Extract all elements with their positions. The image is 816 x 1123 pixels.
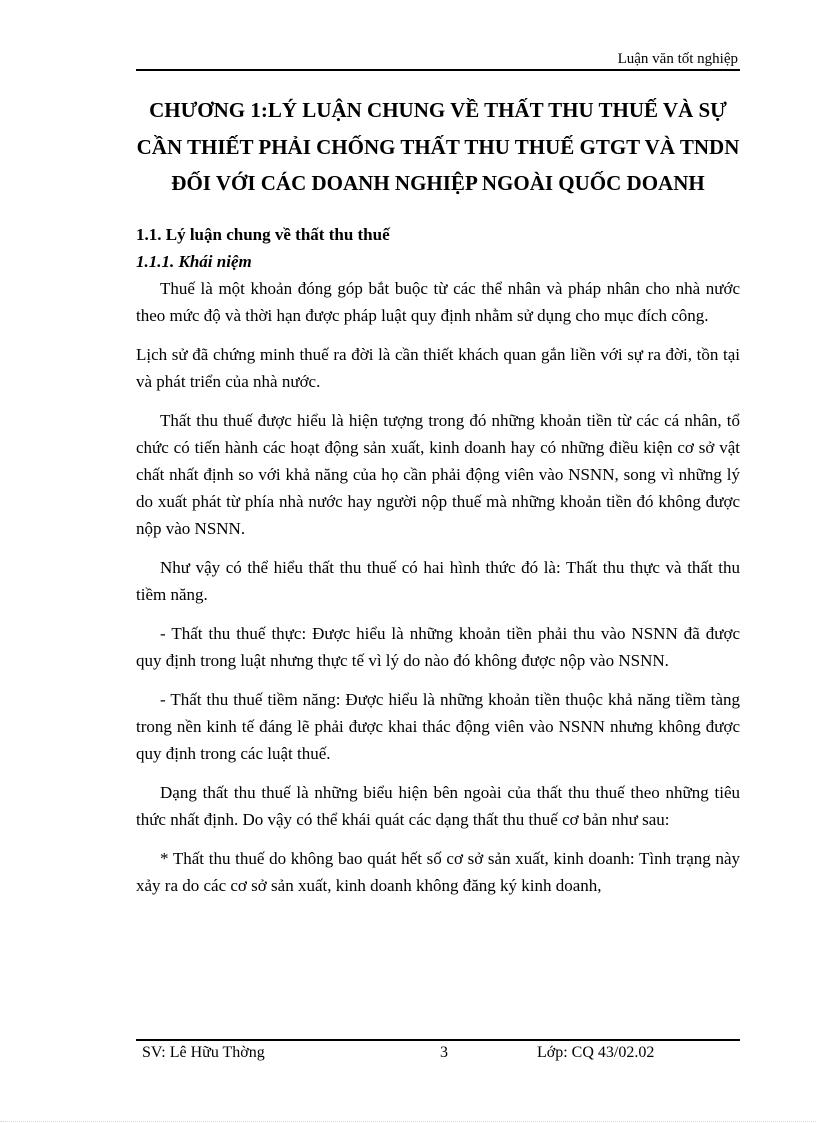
header-rule [136,69,740,71]
footer-author: SV: Lê Hữu Thờng [142,1044,265,1061]
paragraph: * Thất thu thuế do không bao quát hết số cơ sở sản xuất, kinh doanh: Tình trạng này xảy ra do các cơ sở sản xuất, kinh doanh không đăng ký kinh doanh, [136,849,740,895]
paragraph: - Thất thu thuế tiềm năng: Được hiểu là những khoản tiền thuộc khả năng tiềm tàng trong nền kinh tế đáng lẽ phải được khai thác động viên vào NSNN nhưng không được quy định trong các luật thuế. [136,690,740,763]
paragraph: Thuế là một khoản đóng góp bắt buộc từ các thể nhân và pháp nhân cho nhà nước theo mức độ và thời hạn được pháp luật quy định nhằm sử dụng cho mục đích công. [136,279,740,325]
section-heading: 1.1. Lý luận chung về thất thu thuế [136,225,390,244]
paragraph: Lịch sử đã chứng minh thuế ra đời là cần thiết khách quan gắn liền với sự ra đời, tồn tại và phát triển của nhà nước. [136,345,740,391]
paragraph: Thất thu thuế được hiểu là hiện tượng trong đó những khoản tiền từ các cá nhân, tổ chức có tiến hành các hoạt động sản xuất, kinh doanh hay có những điều kiện cơ sở vật chất nhất định so với khả năng của họ cần phải động viên vào NSNN, song vì những lý do xuất phát từ phía nhà nước hay người nộp thuế mà những khoản tiền đó không được nộp vào NSNN. [136,411,740,538]
paragraph: Như vậy có thể hiểu thất thu thuế có hai hình thức đó là: Thất thu thực và thất thu tiềm năng. [136,558,740,604]
chapter-title: CHƯƠNG 1:LÝ LUẬN CHUNG VỀ THẤT THU THUẾ VÀ SỰ CẦN THIẾT PHẢI CHỐNG THẤT THU THUẾ GTGT VÀ TNDN ĐỐI VỚI CÁC DOANH NGHIỆP NGOÀI QUỐC DOANH [136,98,740,195]
subsection-heading: 1.1.1. Khái niệm [136,252,252,271]
running-header: Luận văn tốt nghiệp [617,51,738,67]
footer-rule [136,1039,740,1041]
paragraph: Dạng thất thu thuế là những biểu hiện bên ngoài của thất thu thuế theo những tiêu thức nhất định. Do vậy có thể khái quát các dạng thất thu thuế cơ bản như sau: [136,783,740,829]
body-content [136,221,740,899]
footer-class: Lớp: CQ 43/02.02 [537,1044,655,1061]
page-number: 3 [440,1044,448,1061]
page-edge-divider [0,1121,816,1122]
paragraph: - Thất thu thuế thực: Được hiểu là những khoản tiền phải thu vào NSNN đã được quy định trong luật nhưng thực tế vì lý do nào đó không được nộp vào NSNN. [136,624,740,670]
